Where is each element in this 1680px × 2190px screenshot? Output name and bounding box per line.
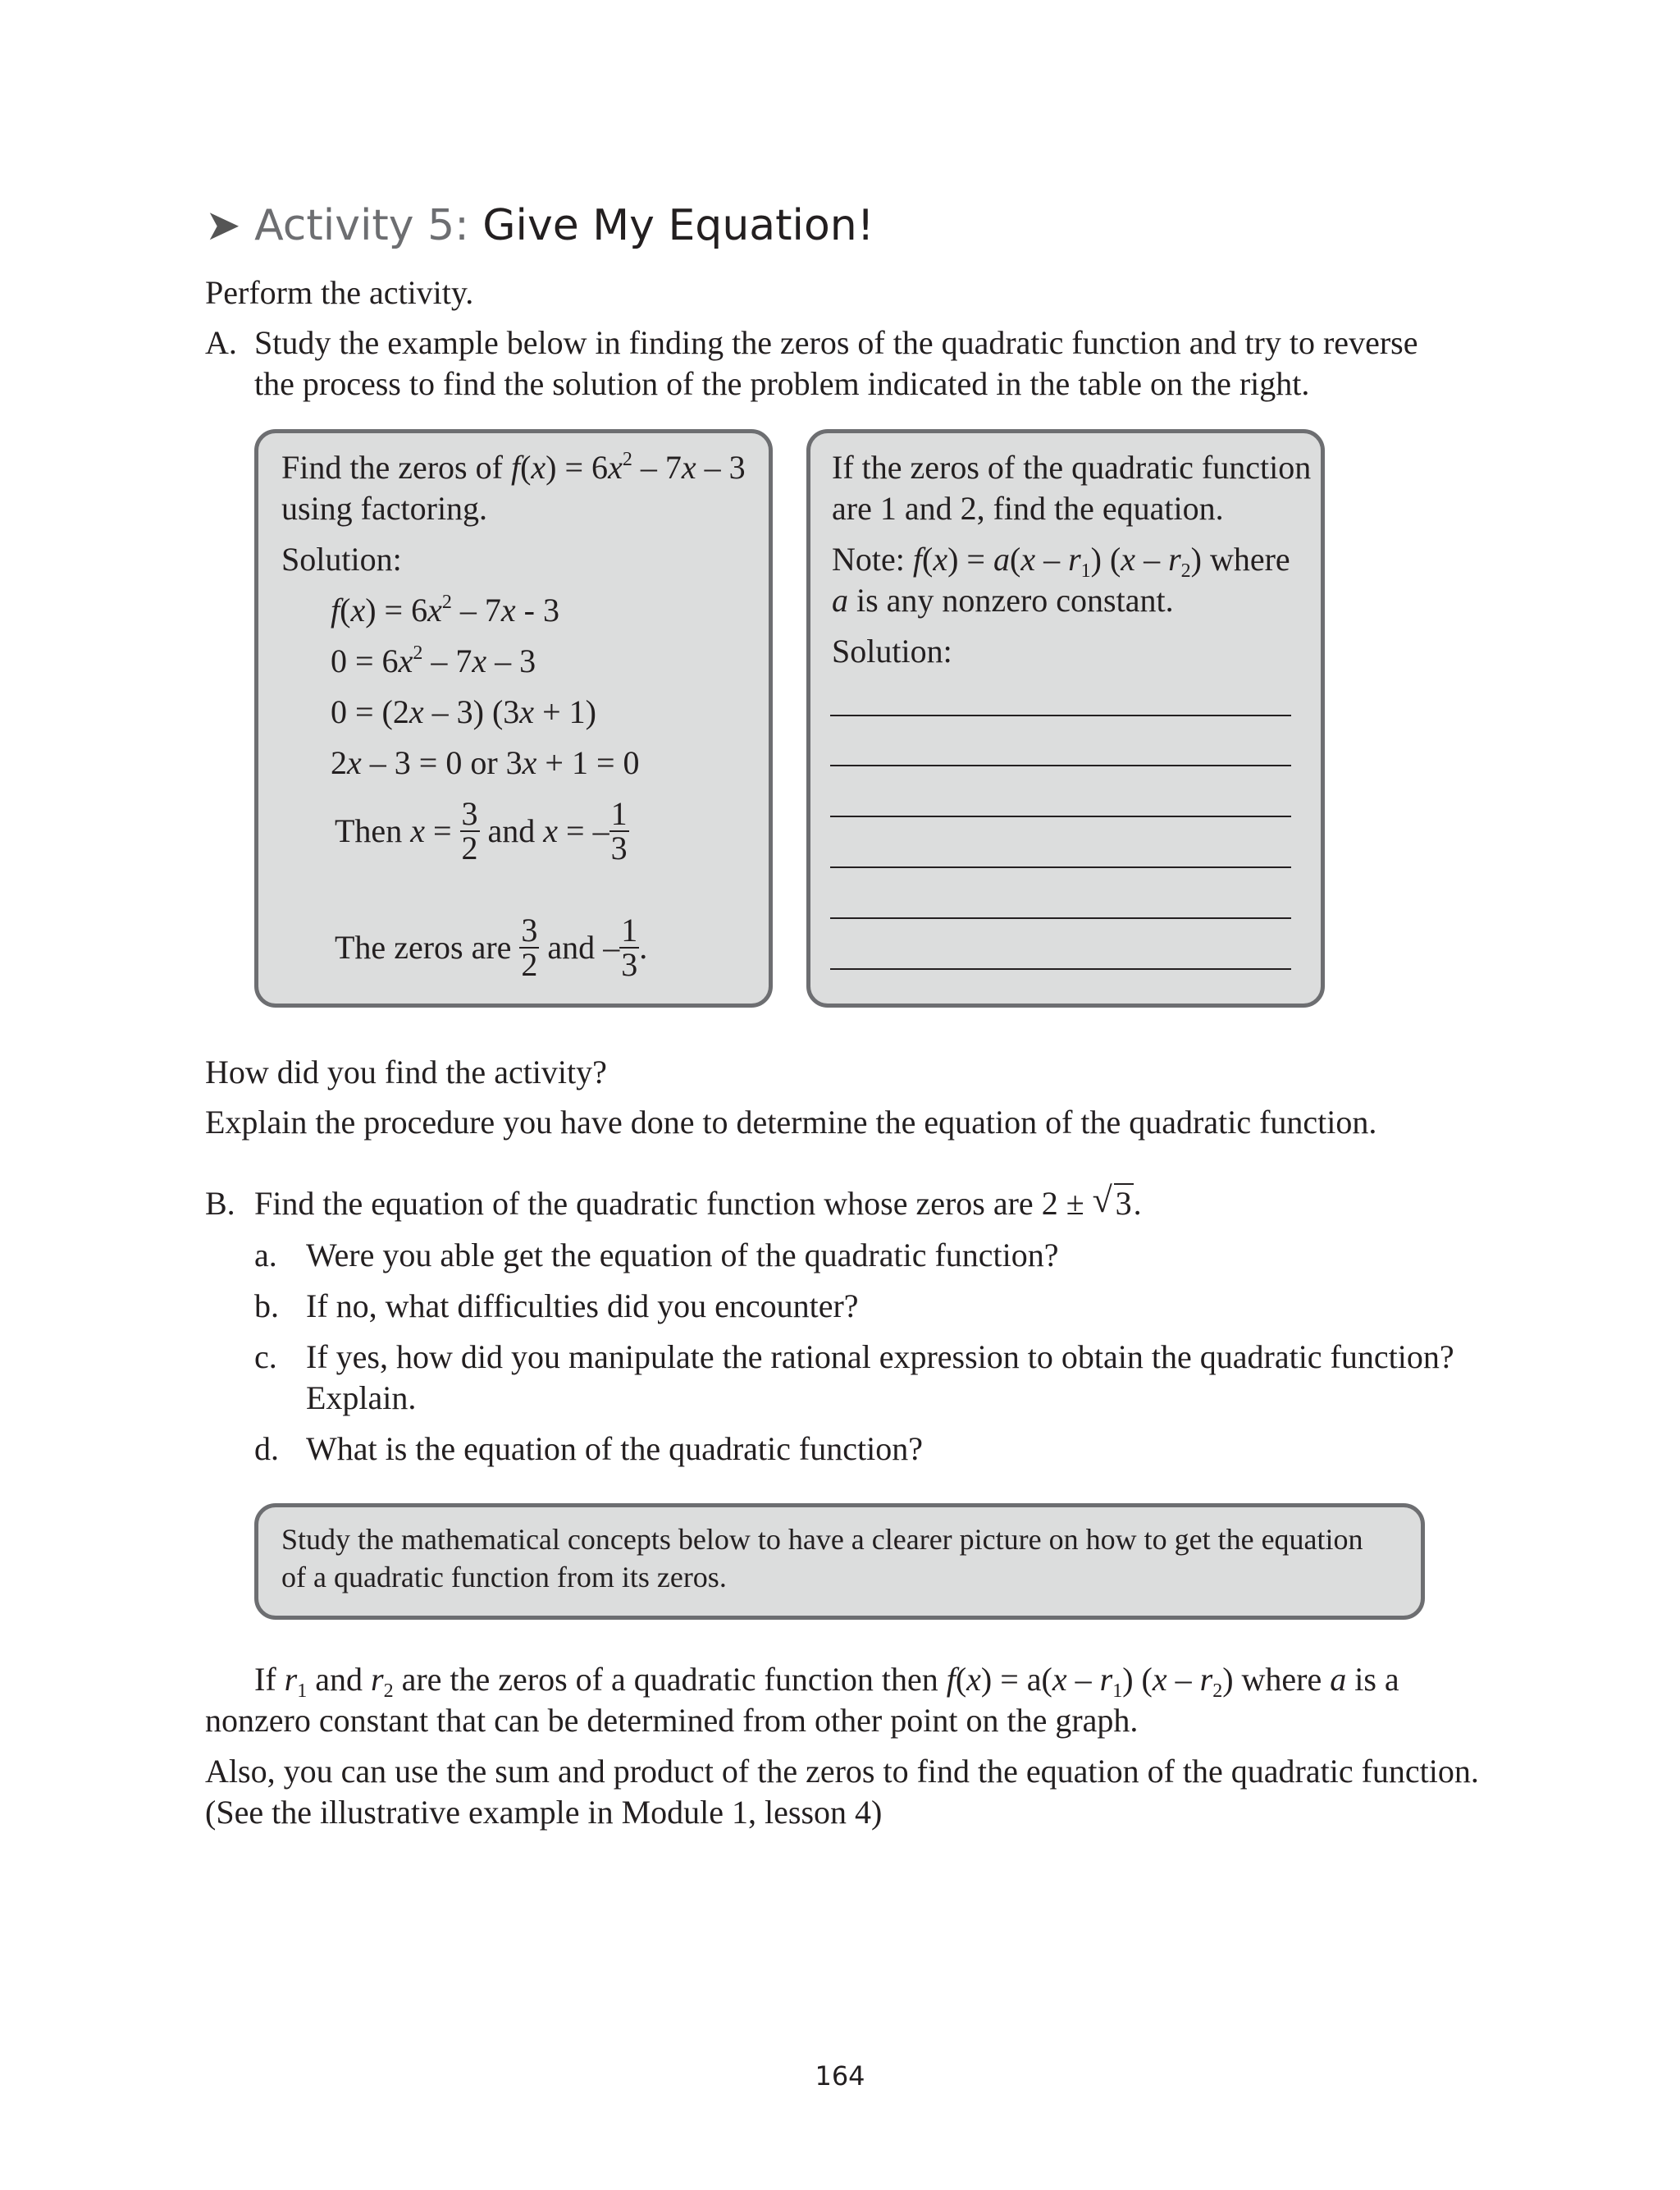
- part-b-item-a: Were you able get the equation of the quadratic function?: [306, 1237, 1059, 1273]
- activity-label: Activity 5:: [254, 201, 469, 250]
- step-2: $0 = 6x^2 - 7x - 3$: [331, 642, 536, 679]
- concept-paragraph2-line2: (See the illustrative example in Module 1, lesson 4): [205, 1794, 883, 1831]
- problem-solution-label: Solution:: [832, 633, 952, 670]
- concept-paragraph-line2: nonzero constant that can be determined from other point on the graph.: [205, 1702, 1139, 1739]
- part-b-item-c: If yes, how did you manipulate the rational expression to obtain the quadratic function?: [306, 1338, 1454, 1375]
- concept-paragraph-line1: If $r_1$ and $r_2$ are the zeros of a quadratic function then $f(x) = a(x - r_1)$ $(x - r_2)$ where a is a: [254, 1661, 1399, 1702]
- part-b-item-b: If no, what difficulties did you encounter?: [306, 1287, 859, 1324]
- example-problem-line2: using factoring.: [281, 490, 488, 527]
- answer-line[interactable]: [830, 715, 1291, 716]
- part-b-item-d: What is the equation of the quadratic function?: [306, 1430, 923, 1467]
- step-4: 2x – 3 = 0 or 3x + 1 = 0: [331, 744, 640, 781]
- activity-title: [205, 199, 874, 253]
- activity-name: Give My Equation!: [482, 201, 874, 250]
- page-number: 164: [815, 2060, 865, 2092]
- answer-line[interactable]: [830, 917, 1291, 919]
- problem-line1: If the zeros of the quadratic function: [832, 449, 1312, 486]
- answer-line[interactable]: [830, 816, 1291, 817]
- square-root: √ 3: [1092, 1180, 1132, 1222]
- part-b-text: Find the equation of the quadratic function whose zeros are 2 ± √ 3.: [254, 1183, 1142, 1224]
- part-b-marker: B.: [205, 1185, 235, 1222]
- study-note-line1: Study the mathematical concepts below to have a clearer picture on how to get the equation: [281, 1523, 1363, 1556]
- answer-line[interactable]: [830, 866, 1291, 868]
- step-3: 0 = (2x – 3) (3x + 1): [331, 693, 596, 730]
- example-solution-label: Solution:: [281, 541, 402, 578]
- part-a-line1: Study the example below in finding the zeros of the quadratic function and try to reverse: [254, 324, 1418, 361]
- part-a-line2: the process to find the solution of the problem indicated in the table on the right.: [254, 365, 1310, 402]
- problem-line2: are 1 and 2, find the equation.: [832, 490, 1224, 527]
- arrow-icon: ➤: [205, 201, 241, 250]
- step-5-then: Then x = $\frac{3}{2}$ and x = – $\frac{1}{3}$: [335, 795, 628, 866]
- answer-line[interactable]: [830, 968, 1291, 970]
- step-6-zeros: The zeros are $\frac{3}{2}$ and – $\frac{1}{3}$ .: [335, 912, 648, 983]
- part-b-item-c-marker: c.: [254, 1338, 277, 1375]
- part-b-item-a-marker: a.: [254, 1237, 277, 1273]
- fraction-one-third: $\frac{1}{3}$: [621, 912, 638, 983]
- fraction-three-halves: $\frac{3}{2}$: [521, 912, 538, 983]
- question-explain: Explain the procedure you have done to determine the equation of the quadratic function.: [205, 1104, 1377, 1141]
- study-note-line2: of a quadratic function from its zeros.: [281, 1561, 727, 1593]
- intro-text: Perform the activity.: [205, 274, 474, 311]
- part-b-item-b-marker: b.: [254, 1287, 279, 1324]
- example-problem-line1: Find the zeros of $f(x) = 6x^2 - 7x - 3$: [281, 449, 746, 486]
- part-a-marker: A.: [205, 324, 237, 361]
- problem-note-line2: a is any nonzero constant.: [832, 582, 1174, 619]
- concept-paragraph2-line1: Also, you can use the sum and product of the zeros to find the equation of the quadratic function.: [205, 1753, 1479, 1790]
- part-b-item-d-marker: d.: [254, 1430, 279, 1467]
- fraction-three-halves: $\frac{3}{2}$: [461, 795, 478, 866]
- question-how: How did you find the activity?: [205, 1054, 607, 1090]
- fraction-one-third: $\frac{1}{3}$: [610, 795, 628, 866]
- answer-line[interactable]: [830, 765, 1291, 766]
- step-1: $f(x) = 6x^2 - 7x - 3$: [331, 592, 559, 629]
- problem-note: Note: $f(x) = a(x - r_1)$ $(x - r_2)$ where: [832, 541, 1290, 582]
- part-b-item-c-cont: Explain.: [306, 1379, 417, 1416]
